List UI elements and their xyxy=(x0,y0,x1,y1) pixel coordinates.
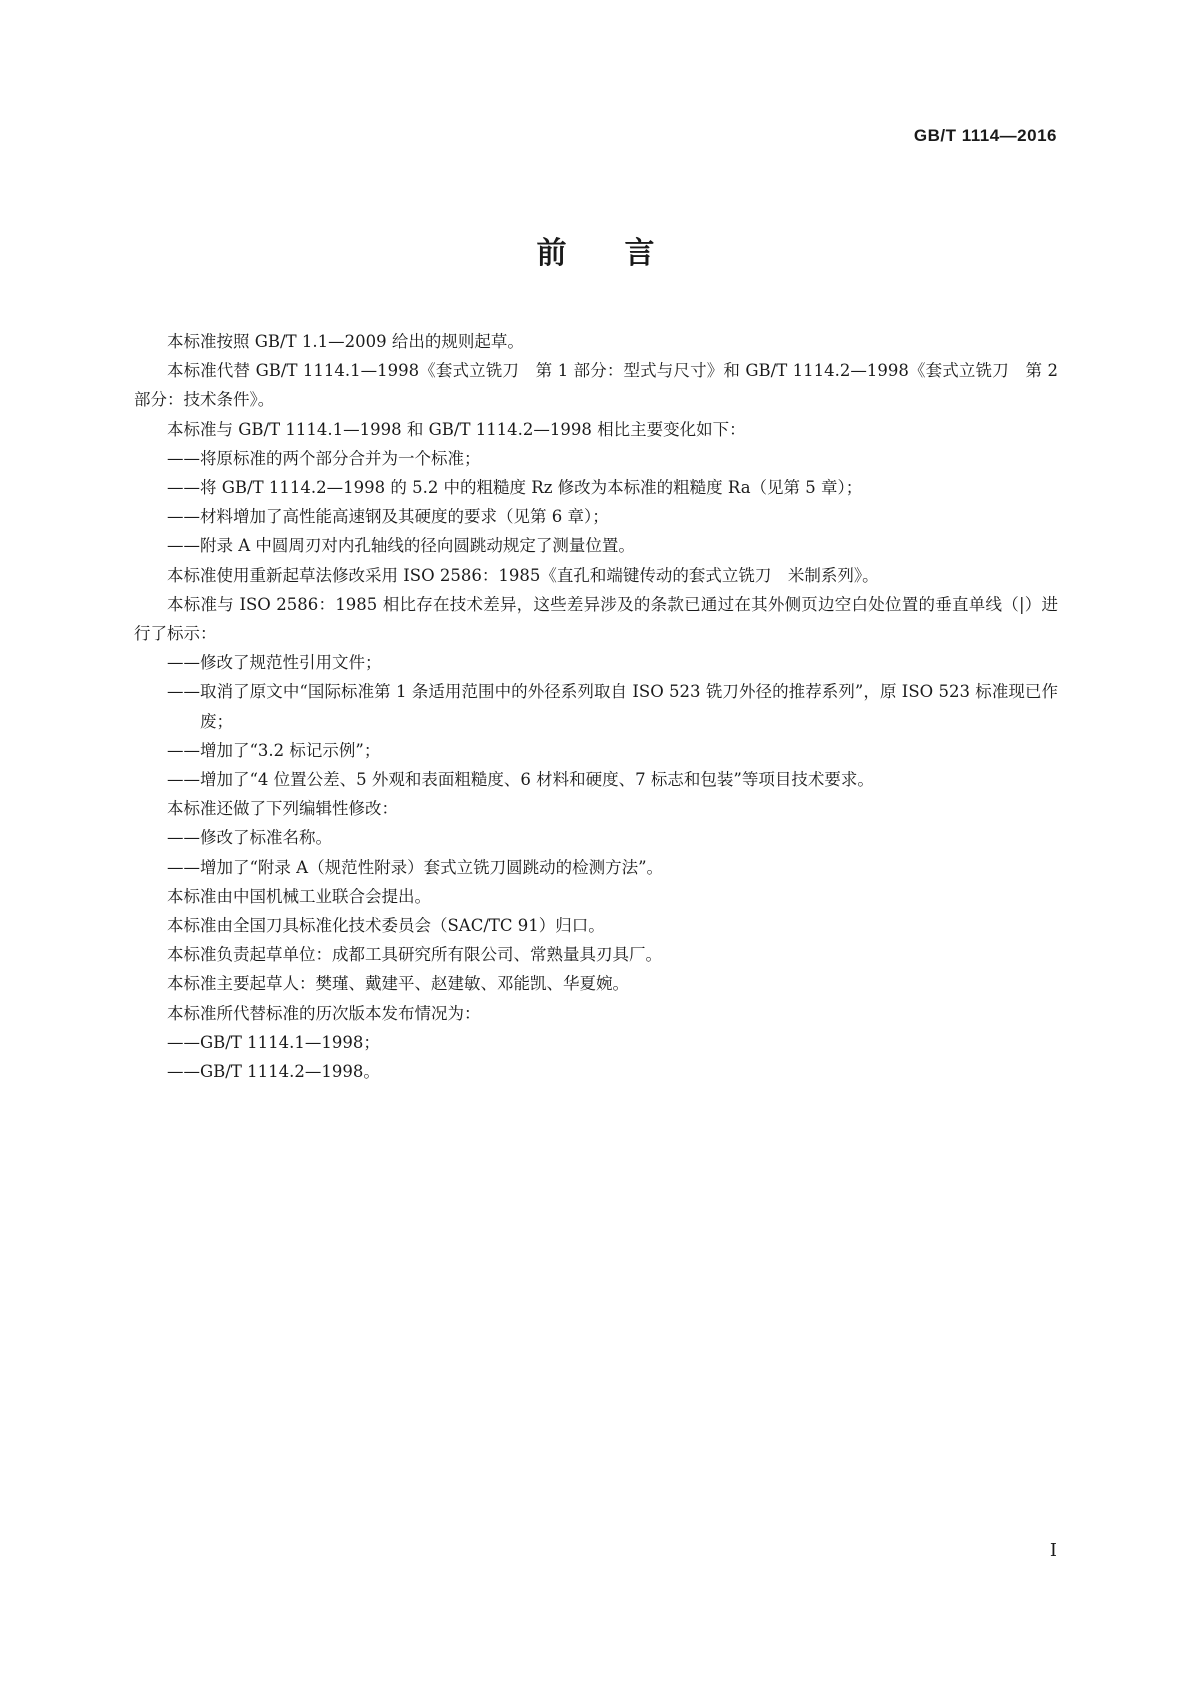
list-item: ——将原标准的两个部分合并为一个标准； xyxy=(167,448,481,468)
list-item: ——材料增加了高性能高速钢及其硬度的要求（见第 6 章）； xyxy=(167,507,609,527)
paragraph-replaces: 本标准代替 GB/T 1114.1—1998《套式立铣刀 第 1 部分：型式与尺寸》和 GB/T 1114.2—1998《套式立铣刀 第 2 部分：技术条件》。 xyxy=(134,361,1058,410)
page-title: 前言 xyxy=(536,236,713,271)
list-item: ——修改了标准名称。 xyxy=(167,828,332,848)
list-item: ——增加了“3.2 标记示例”； xyxy=(167,740,381,760)
list-item: ——增加了“附录 A（规范性附录）套式立铣刀圆跳动的检测方法”。 xyxy=(167,857,664,877)
paragraph-centralized-by: 本标准由全国刀具标准化技术委员会（SAC/TC 91）归口。 xyxy=(167,916,605,936)
standard-code: GB/T 1114—2016 xyxy=(913,126,1057,145)
list-item: ——取消了原文中“国际标准第 1 条适用范围中的外径系列取自 ISO 523 铣刀外径的推荐系列”，原 ISO 523 标准现已作废； xyxy=(167,682,1058,731)
paragraph-previous-editions: 本标准所代替标准的历次版本发布情况为： xyxy=(167,1003,481,1023)
paragraph-iso-adoption: 本标准使用重新起草法修改采用 ISO 2586：1985《直孔和端键传动的套式立铣刀 米制系列》。 xyxy=(167,565,879,585)
paragraph-proposed-by: 本标准由中国机械工业联合会提出。 xyxy=(167,886,431,906)
paragraph-technical-differences: 本标准与 ISO 2586：1985 相比存在技术差异，这些差异涉及的条款已通过在其外侧页边空白处位置的垂直单线（|）进行了标示： xyxy=(134,594,1058,644)
list-item: ——增加了“4 位置公差、5 外观和表面粗糙度、6 材料和硬度、7 标志和包装”等项目技术要求。 xyxy=(167,770,874,790)
paragraph-drafting-rules: 本标准按照 GB/T 1.1—2009 给出的规则起草。 xyxy=(167,332,524,351)
list-item: ——附录 A 中圆周刃对内孔轴线的径向圆跳动规定了测量位置。 xyxy=(167,536,635,556)
paragraph-drafters: 本标准主要起草人：樊瑾、戴建平、赵建敏、邓能凯、华夏婉。 xyxy=(167,974,629,994)
paragraph-editorial-changes: 本标准还做了下列编辑性修改： xyxy=(167,799,398,819)
page-number: I xyxy=(1049,1540,1057,1561)
list-item: ——将 GB/T 1114.2—1998 的 5.2 中的粗糙度 Rz 修改为本标准的粗糙度 Ra（见第 5 章）； xyxy=(167,478,863,498)
foreword-body xyxy=(134,327,1058,1086)
list-item: ——修改了规范性引用文件； xyxy=(167,653,382,673)
paragraph-drafting-units: 本标准负责起草单位：成都工具研究所有限公司、常熟量具刃具厂。 xyxy=(167,945,662,965)
list-item: ——GB/T 1114.2—1998。 xyxy=(167,1062,380,1082)
paragraph-main-changes: 本标准与 GB/T 1114.1—1998 和 GB/T 1114.2—1998 相比主要变化如下： xyxy=(167,419,746,439)
list-item: ——GB/T 1114.1—1998； xyxy=(167,1032,380,1052)
